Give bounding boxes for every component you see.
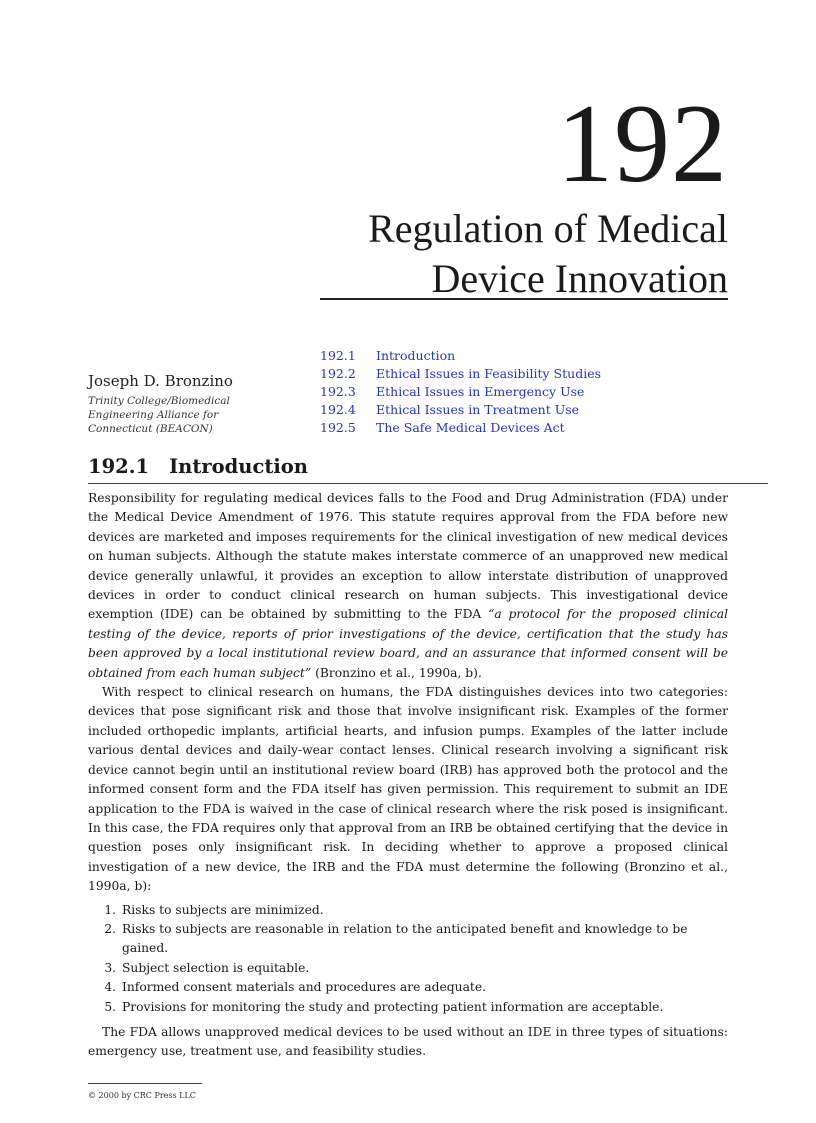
- list-item: 3. Subject selection is equitable.: [120, 959, 728, 978]
- chapter-title-line-1: Regulation of Medical: [368, 206, 728, 251]
- affiliation-line: Trinity College/Biomedical: [88, 395, 230, 407]
- footer-rule: [88, 1083, 202, 1084]
- section-rule: [88, 483, 768, 484]
- section-title: Introduction: [169, 455, 308, 478]
- fda-quote: “a protocol for the proposed clinical testing of the device, reports of prior investigations of the device, certification that the study has been approved by a local institutional review board, and an assurance that informed consent will be obtained from each human subject”: [88, 607, 729, 680]
- toc-item-number[interactable]: 192.5: [320, 420, 356, 435]
- chapter-number: 192: [557, 82, 728, 206]
- paragraph-3: The FDA allows unapproved medical devices to be used without an IDE in three types of situations: emergency use, treatment use, and feasibility studies.: [88, 1024, 728, 1059]
- toc-item-number[interactable]: 192.3: [320, 384, 356, 399]
- paragraph-1: [88, 489, 728, 683]
- table-of-contents: [320, 347, 601, 437]
- toc-item[interactable]: [320, 347, 601, 365]
- list-item: 2. Risks to subjects are reasonable in relation to the anticipated benefit and knowledge to be gained.: [120, 920, 728, 959]
- toc-item-label[interactable]: Ethical Issues in Treatment Use: [376, 402, 580, 417]
- toc-item-number[interactable]: 192.1: [320, 348, 356, 363]
- toc-item-label[interactable]: The Safe Medical Devices Act: [376, 420, 565, 435]
- toc-item[interactable]: [320, 419, 601, 437]
- toc-item[interactable]: [320, 383, 601, 401]
- requirements-list: [88, 901, 728, 1017]
- section-number: 192.1: [88, 455, 150, 478]
- toc-item-label[interactable]: Ethical Issues in Feasibility Studies: [376, 366, 601, 381]
- affiliation-line: Engineering Alliance for: [88, 409, 219, 421]
- toc-item-number[interactable]: 192.4: [320, 402, 356, 417]
- body-text: [88, 489, 728, 1062]
- author-name: Joseph D. Bronzino: [88, 372, 233, 390]
- paragraph-text: (Bronzino et al., 1990a, b).: [311, 665, 482, 680]
- toc-item-label[interactable]: Introduction: [376, 348, 456, 363]
- title-rule: [320, 298, 728, 300]
- chapter-title: [308, 204, 728, 304]
- toc-item-number[interactable]: 192.2: [320, 366, 356, 381]
- toc-item-label[interactable]: Ethical Issues in Emergency Use: [376, 384, 585, 399]
- author-affiliation: [88, 394, 298, 436]
- toc-item[interactable]: [320, 365, 601, 383]
- toc-item[interactable]: [320, 401, 601, 419]
- section-heading: [88, 455, 308, 478]
- list-item: 4. Informed consent materials and procedures are adequate.: [120, 978, 728, 997]
- list-item: 1. Risks to subjects are minimized.: [120, 901, 728, 920]
- paragraph-text: Responsibility for regulating medical devices falls to the Food and Drug Administration (FDA) under the Medical Device Amendment of 1976. This statute requires approval from the FDA before new devices are marketed and imposes requirements for the clinical investigation of new medical devices on human subjects. Although the statute makes interstate commerce of an unapproved new medical device generally unlawful, it provides an exception to allow interstate distribution of unapproved devices in order to conduct clinical research on human subjects. This investigational device exemption (IDE) can be obtained by submitting to the FDA: [88, 491, 728, 622]
- copyright-footer: © 2000 by CRC Press LLC: [88, 1091, 196, 1100]
- author-block: [88, 372, 298, 436]
- affiliation-line: Connecticut (BEACON): [88, 423, 213, 435]
- paragraph-2: With respect to clinical research on humans, the FDA distinguishes devices into two categories: devices that pose significant risk and those that involve insignificant risk. Examples of the former included orthopedic implants, artificial hearts, and infusion pumps. Examples of the latter include various dental devices and daily-wear contact lenses. Clinical research involving a significant risk device cannot begin until an institutional review board (IRB) has approved both the protocol and the informed consent form and the FDA itself has given permission. This requirement to submit an IDE application to the FDA is waived in the case of clinical research where the risk posed is insignificant. In this case, the FDA requires only that approval from an IRB be obtained certifying that the device in question poses only insignificant risk. In deciding whether to approve a proposed clinical investigation of a new device, the IRB and the FDA must determine the following (Bronzino et al., 1990a, b):: [88, 685, 728, 894]
- chapter-title-line-2: Device Innovation: [431, 256, 728, 301]
- list-item: 5. Provisions for monitoring the study and protecting patient information are acceptable.: [120, 998, 728, 1017]
